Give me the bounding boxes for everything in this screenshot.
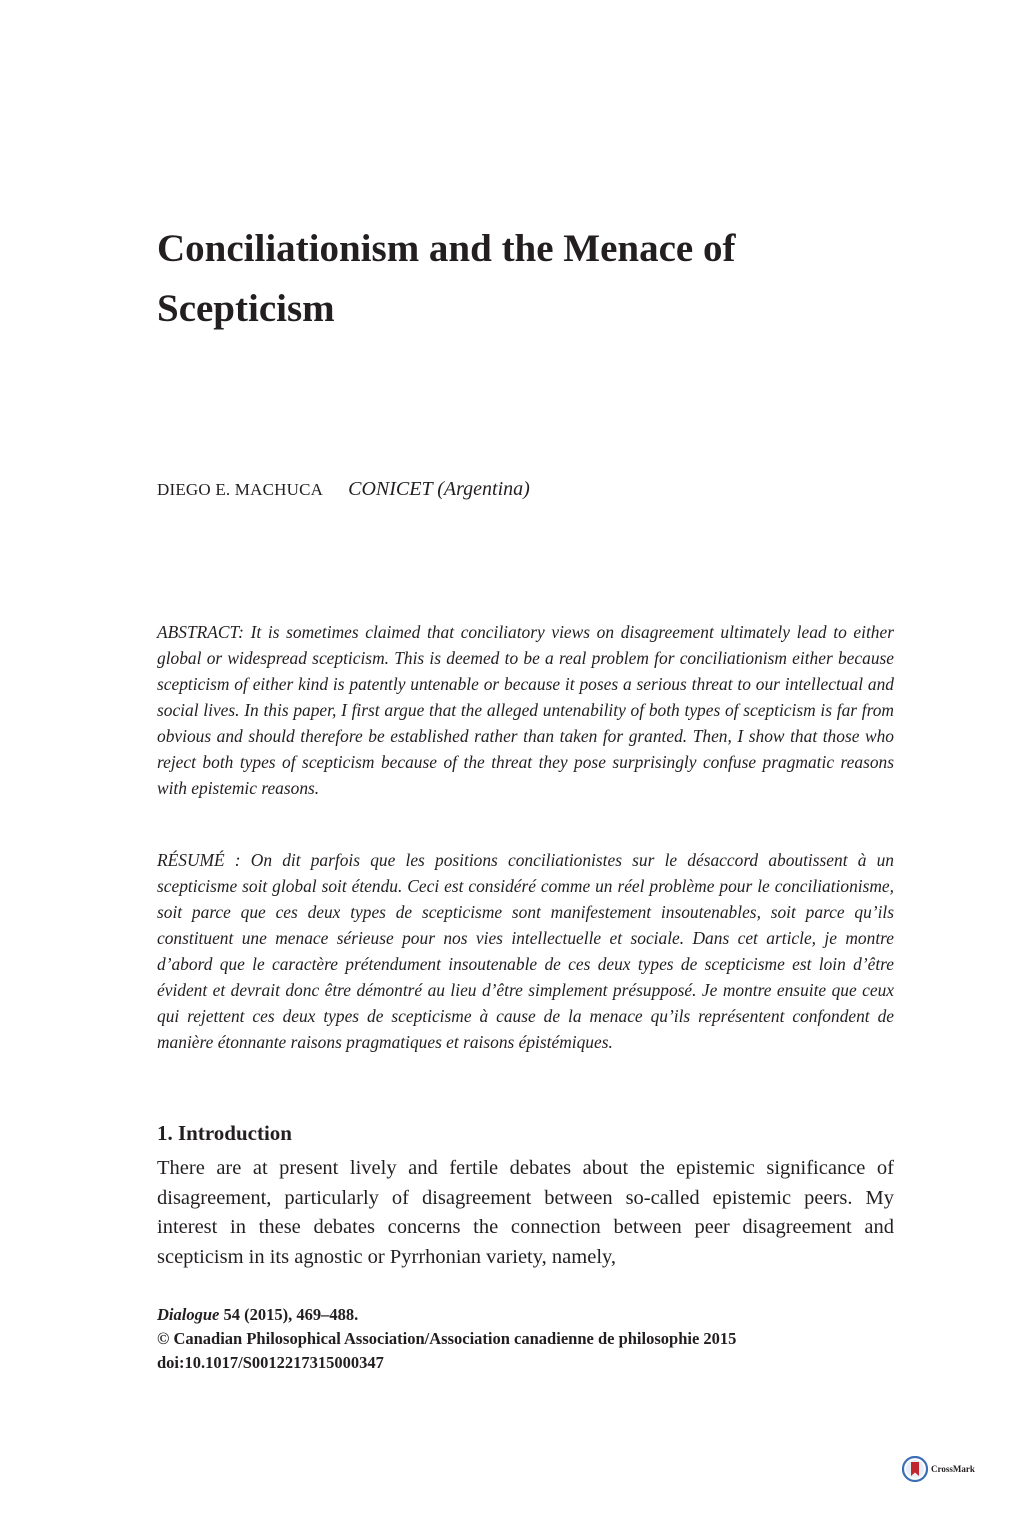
publication-footer (157, 1303, 897, 1375)
author-name: DIEGO E. MACHUCA (157, 480, 324, 499)
author-affiliation: CONICET (Argentina) (348, 478, 530, 500)
crossmark-badge[interactable] (902, 1456, 975, 1482)
journal-citation (157, 1303, 897, 1327)
byline (157, 478, 530, 501)
abstract-french: RÉSUMÉ : On dit parfois que les positions conciliationistes sur le désaccord aboutissent à un scepticisme soit global soit étendu. Ceci est considéré comme un réel problème pour le conciliationisme, soit parce que ces deux types de scepticisme sont manifestement insoutenables, soit parce qu’ils constituent une menace sérieuse pour nos vies intellectuelle et sociale. Dans cet article, je montre d’abord que le caractère prétendument insoutenable de ces deux types de scepticisme est loin d’être évident et devrait donc être démontré au lieu d’être simplement présupposé. Je montre ensuite que ceux qui rejettent ces deux types de scepticisme à cause de la menace qu’ils représentent confondent de manière étonnante raisons pragmatiques et raisons épistémiques. (157, 850, 894, 1052)
section-heading: 1. Introduction (157, 1121, 292, 1145)
citation-details: 54 (2015), 469–488. (219, 1305, 359, 1324)
crossmark-icon (902, 1456, 928, 1482)
crossmark-label: CrossMark (931, 1464, 975, 1474)
article-title: Conciliationism and the Menace of Scepticism (157, 227, 736, 330)
body-paragraph: There are at present lively and fertile debates about the epistemic significance of disagreement, particularly of disagreement between so-called epistemic peers. My interest in these debates concerns the connection between peer disagreement and scepticism in its agnostic or Pyrrhonian variety, namely, (157, 1157, 894, 1268)
abstract-english: ABSTRACT: It is sometimes claimed that conciliatory views on disagreement ultimately lead to either global or widespread scepticism. This is deemed to be a real problem for conciliationism either because scepticism of either kind is patently untenable or because it poses a serious threat to our intellectual and social lives. In this paper, I first argue that the alleged untenability of both types of scepticism is far from obvious and should therefore be established rather than taken for granted. Then, I show that those who reject both types of scepticism because of the threat they pose surprisingly confuse pragmatic reasons with epistemic reasons. (157, 622, 894, 798)
journal-name: Dialogue (157, 1305, 220, 1324)
doi-line: doi:10.1017/S0012217315000347 (157, 1353, 384, 1372)
copyright-line: © Canadian Philosophical Association/Association canadienne de philosophie 2015 (157, 1329, 737, 1348)
